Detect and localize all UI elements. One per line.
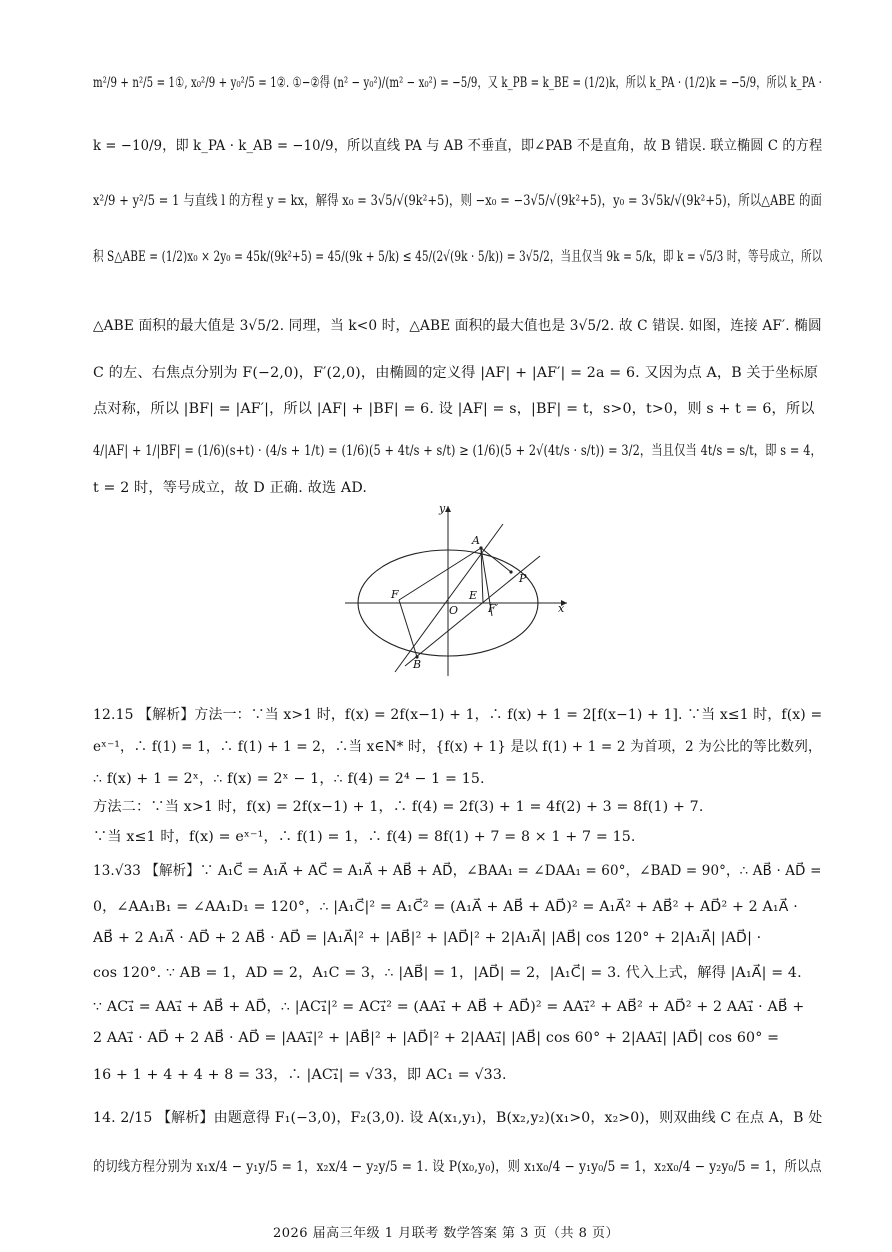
- text-line-12: ∴ f(x) + 1 = 2ˣ，∴ f(x) = 2ˣ − 1，∴ f(4) = 2⁴ − 1 = 15.: [93, 771, 485, 787]
- text-line-7: 点对称，所以 |BF| = |AF′|，所以 |AF| + |BF| = 6. 设 |AF| = s，|BF| = t，s>0，t>0，则 s + t = 6，所以: [93, 401, 815, 417]
- y-axis-arrow: [445, 506, 451, 512]
- label-e: E: [469, 589, 478, 602]
- text-line-4: 积 S△ABE = (1/2)x₀ × 2y₀ = 45k/(9k²+5) = 45/(9k + 5/k) ≤ 45/(2√(9k · 5/k)) = 3√5/2，当且仅当 9k = 5/k，即 k = √5/3 时，等号成立，所以: [93, 249, 823, 265]
- label-p: P: [519, 572, 527, 585]
- text-line-14: ∵当 x≤1 时，f(x) = eˣ⁻¹，∴ f(1) = 1，∴ f(4) = 8f(1) + 7 = 8 × 1 + 7 = 15.: [93, 829, 636, 845]
- label-y: y: [439, 502, 446, 515]
- label-f-prime: F′: [488, 602, 499, 615]
- ellipse-figure: [335, 500, 575, 680]
- ellipse-diagram: [335, 500, 575, 680]
- text-line-21: 16 + 1 + 4 + 4 + 8 = 33，∴ |AC₁⃗| = √33，即 AC₁ = √33.: [93, 1067, 507, 1083]
- text-line-9: t = 2 时，等号成立，故 D 正确. 故选 AD.: [93, 480, 367, 496]
- text-line-16: 0，∠AA₁B₁ = ∠AA₁D₁ = 120°，∴ |A₁C⃗|² = A₁C⃗² = (A₁A⃗ + AB⃗ + AD⃗)² = A₁A⃗² + AB⃗² + AD⃗² + 2 A₁A⃗ ·: [93, 899, 798, 915]
- text-line-1: m²/9 + n²/5 = 1①, x₀²/9 + y₀²/5 = 1②. ①−②得 (n² − y₀²)/(m² − x₀²) = −5/9，又 k_PB = k_BE = (1/2)k，所以 k_PA · (1/2)k = −5/9，所以 k_PA ·: [93, 75, 822, 91]
- text-line-13: 方法二：∵当 x>1 时，f(x) = 2f(x−1) + 1，∴ f(4) = 2f(3) + 1 = 4f(2) + 3 = 8f(1) + 7.: [93, 799, 704, 815]
- text-line-3: x²/9 + y²/5 = 1 与直线 l 的方程 y = kx，解得 x₀ = 3√5/√(9k²+5)，则 −x₀ = −3√5/√(9k²+5)，y₀ = 3√5k/√(9k²+5)，所以△ABE 的面: [93, 193, 822, 209]
- text-line-18: cos 120°. ∵ AB = 1，AD = 2，A₁C = 3，∴ |AB⃗| = 1，|AD⃗| = 2，|A₁C⃗| = 3. 代入上式，解得 |A₁A⃗| = 4.: [93, 965, 802, 981]
- text-line-15: 13.√33 【解析】∵ A₁C⃗ = A₁A⃗ + AC⃗ = A₁A⃗ + AB⃗ + AD⃗，∠BAA₁ = ∠DAA₁ = 60°，∠BAD = 90°，∴ AB⃗ · AD⃗ =: [93, 863, 822, 879]
- label-f: F: [391, 588, 399, 601]
- point-p: [509, 570, 512, 573]
- text-line-10: 12.15 【解析】方法一：∵当 x>1 时，f(x) = 2f(x−1) + 1，∴ f(x) + 1 = 2[f(x−1) + 1]. ∵当 x≤1 时，f(x) =: [93, 707, 823, 723]
- line-l: [395, 524, 503, 672]
- label-x: x: [558, 602, 565, 615]
- text-line-22: 14. 2/15 【解析】由题意得 F₁(−3,0)，F₂(3,0). 设 A(x₁,y₁)，B(x₂,y₂)(x₁>0，x₂>0)，则双曲线 C 在点 A，B 处: [93, 1110, 823, 1126]
- page-footer: 2026 届高三年级 1 月联考 数学答案 第 3 页（共 8 页）: [272, 1226, 620, 1241]
- label-a: A: [472, 534, 480, 547]
- text-line-2: k = −10/9，即 k_PA · k_AB = −10/9，所以直线 PA 与 AB 不垂直，即∠PAB 不是直角，故 B 错误. 联立椭圆 C 的方程: [93, 138, 823, 154]
- text-line-8: 4/|AF| + 1/|BF| = (1/6)(s+t) · (4/s + 1/t) = (1/6)(5 + 4t/s + s/t) ≥ (1/6)(5 + 2√(4t/s · s/t)) = 3/2，当且仅当 4t/s = s/t，即 s = 4，: [93, 443, 822, 459]
- text-line-11: eˣ⁻¹，∴ f(1) = 1，∴ f(1) + 1 = 2，∴当 x∈N* 时，{f(x) + 1} 是以 f(1) + 1 = 2 为首项，2 为公比的等比数列，: [93, 739, 822, 755]
- text-line-6: C 的左、右焦点分别为 F(−2,0)，F′(2,0)，由椭圆的定义得 |AF| + |AF′| = 2a = 6. 又因为点 A，B 关于坐标原: [93, 365, 819, 381]
- text-line-5: △ABE 面积的最大值是 3√5/2. 同理，当 k<0 时，△ABE 面积的最大值也是 3√5/2. 故 C 错误. 如图，连接 AF′. 椭圆: [93, 318, 822, 334]
- label-b: B: [413, 658, 422, 671]
- text-line-17: AB⃗ + 2 A₁A⃗ · AD⃗ + 2 AB⃗ · AD⃗ = |A₁A⃗|² + |AB⃗|² + |AD⃗|² + 2|A₁A⃗| |AB⃗| cos 120° + 2|A₁A⃗| |AD⃗| ·: [93, 930, 762, 946]
- label-o: O: [449, 604, 459, 617]
- text-line-23: 的切线方程分别为 x₁x/4 − y₁y/5 = 1，x₂x/4 − y₂y/5 = 1. 设 P(x₀,y₀)，则 x₁x₀/4 − y₁y₀/5 = 1，x₂x₀/4 − y₂y₀/5 = 1，所以点: [93, 1159, 822, 1175]
- text-line-19: ∵ AC₁⃗ = AA₁⃗ + AB⃗ + AD⃗，∴ |AC₁⃗|² = AC₁⃗² = (AA₁⃗ + AB⃗ + AD⃗)² = AA₁⃗² + AB⃗² + AD⃗² + 2 AA₁⃗ · AB⃗ +: [93, 999, 805, 1015]
- segment-ap: [481, 548, 511, 572]
- text-line-20: 2 AA₁⃗ · AD⃗ + 2 AB⃗ · AD⃗ = |AA₁⃗|² + |AB⃗|² + |AD⃗|² + 2|AA₁⃗| |AB⃗| cos 60° + 2|AA₁⃗| |AD⃗| cos 60° =: [93, 1030, 780, 1046]
